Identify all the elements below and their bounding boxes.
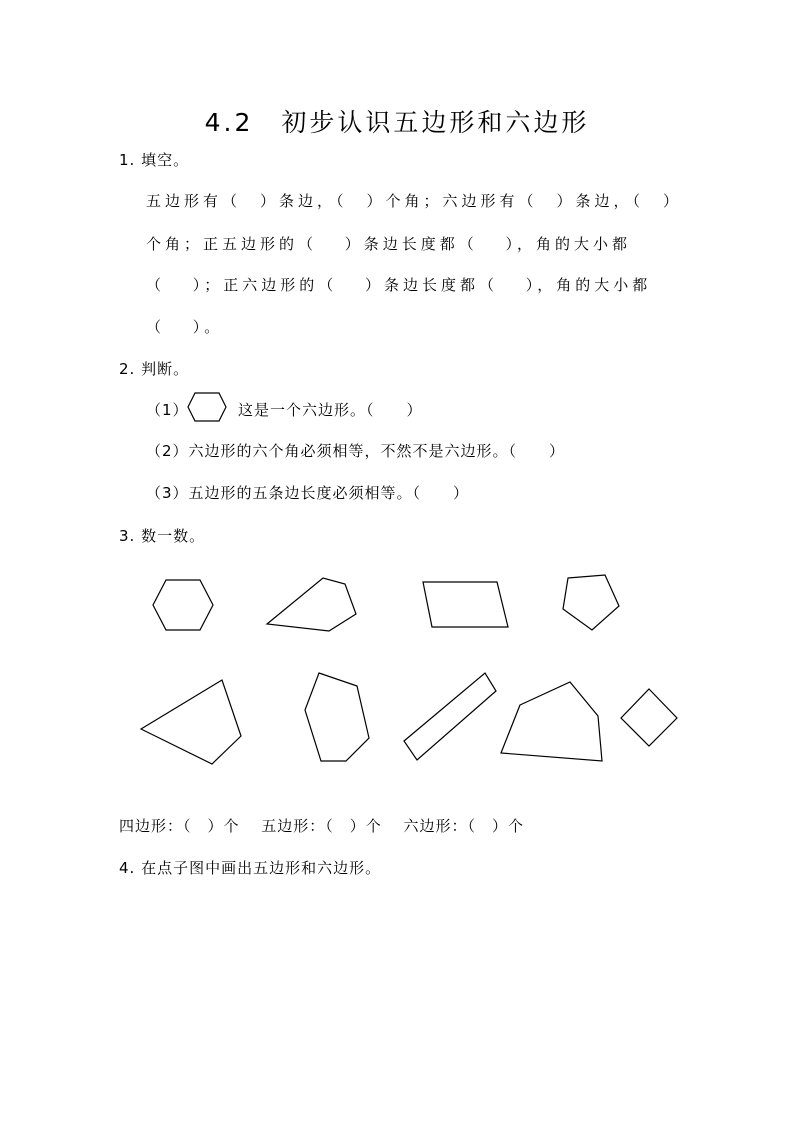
- q1-heading: 1. 填空。: [119, 151, 190, 169]
- q3-answer-line: 四边形：（ ）个 五边形：（ ）个 六边形：（ ）个: [119, 817, 525, 835]
- hexagon-shape: [153, 580, 213, 630]
- hexagon-irregular-shape: [305, 673, 369, 761]
- q1-line-2: 个角；正五边形的（ ）条边长度都（ ），角的大小都: [146, 235, 632, 253]
- parallelogram-shape: [423, 582, 508, 627]
- q1-line-1: 五边形有（ ）条边，（ ）个角；六边形有（ ）条边，（ ）: [146, 192, 683, 210]
- pentagon-irregular-shape: [501, 682, 602, 761]
- quadrilateral-shape: [141, 680, 241, 764]
- q1-line-4: （ ）。: [146, 318, 224, 336]
- square-rotated-shape: [621, 689, 677, 746]
- q1-line-3: （ ）；正六边形的（ ）条边长度都（ ），角的大小都: [146, 276, 652, 294]
- q2-item2: （2）六边形的六个角必须相等，不然不是六边形。（ ）: [146, 442, 566, 460]
- q2-item3: （3）五边形的五条边长度必须相等。（ ）: [146, 484, 470, 502]
- rectangle-tilted-shape: [404, 673, 496, 760]
- pentagon-shape: [563, 575, 619, 630]
- page-title: 4.2 初步认识五边形和六边形: [204, 108, 590, 137]
- irregular-quadrilateral-shape: [267, 578, 356, 631]
- q2-item1-text: 这是一个六边形。（ ）: [238, 401, 423, 419]
- q2-heading: 2. 判断。: [119, 360, 190, 378]
- q4-heading: 4. 在点子图中画出五边形和六边形。: [119, 859, 382, 877]
- q2-item1-prefix: （1）: [146, 401, 189, 419]
- q3-heading: 3. 数一数。: [119, 527, 206, 545]
